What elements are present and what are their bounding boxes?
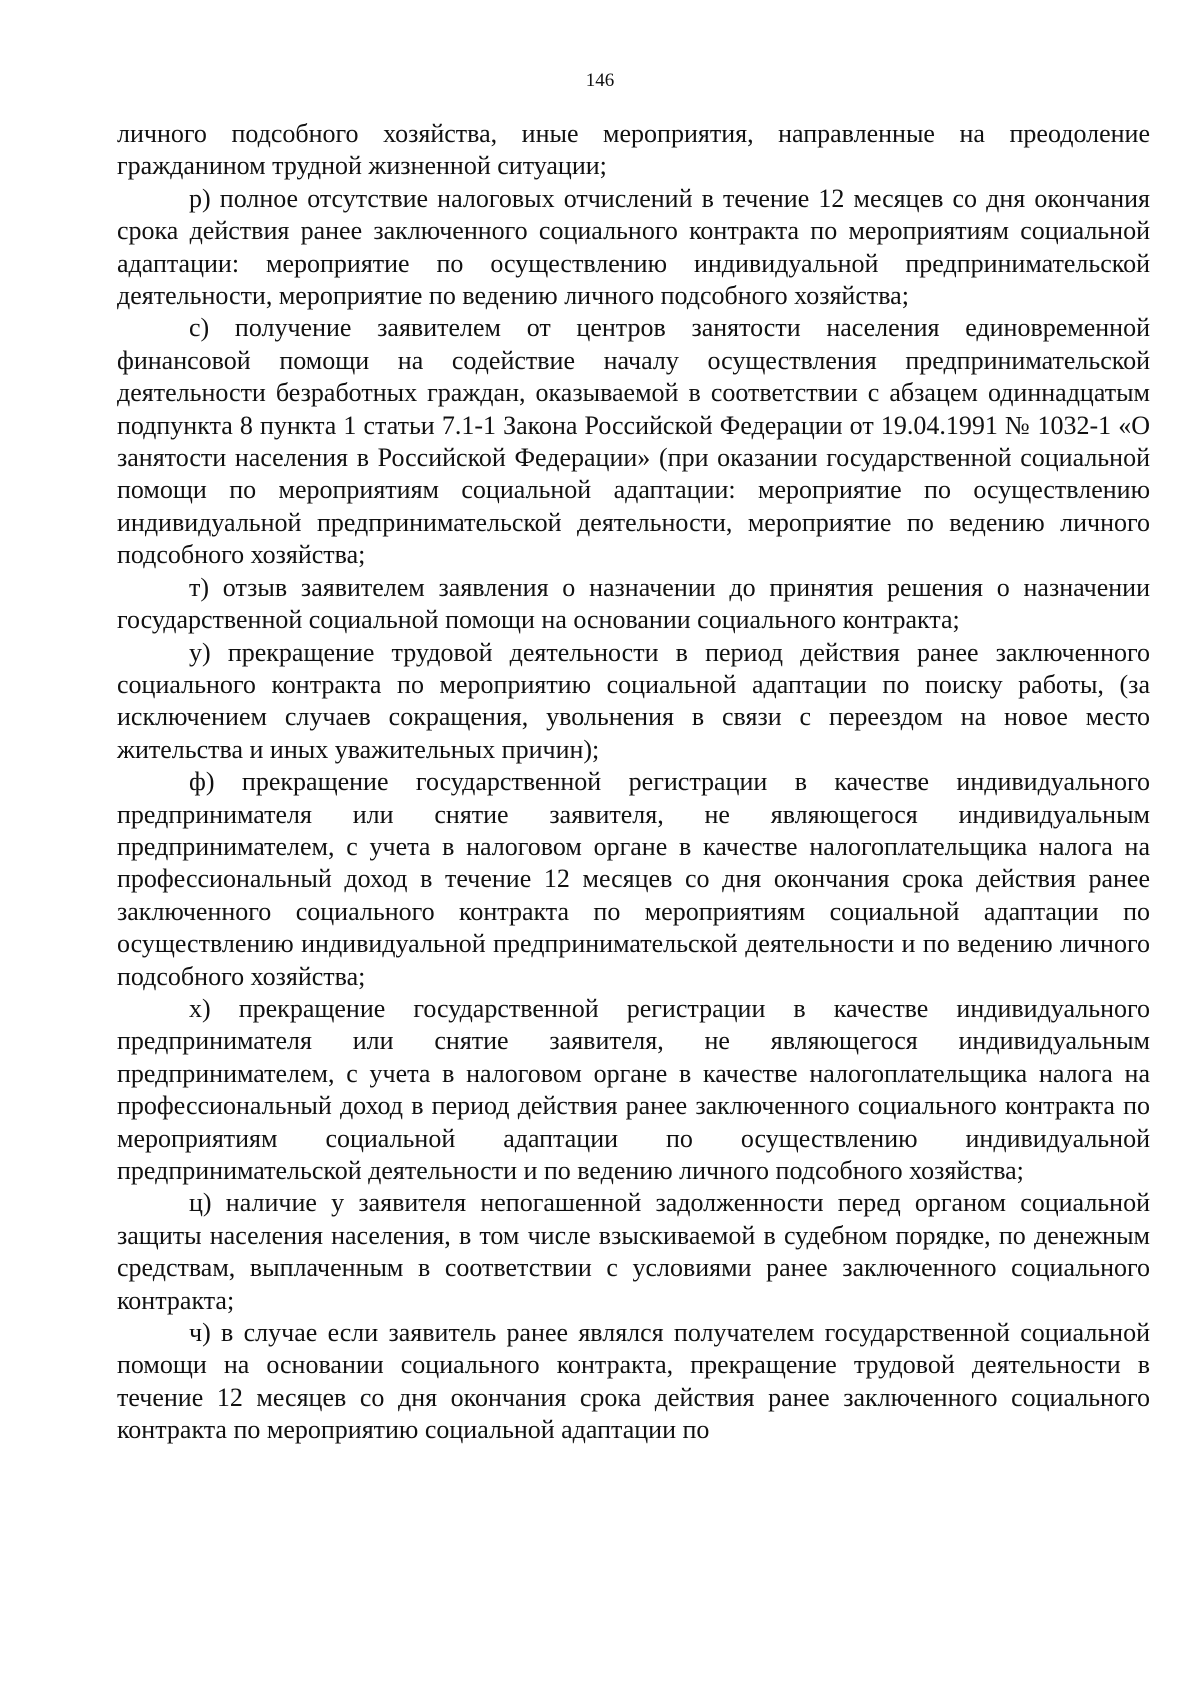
paragraph-item-u: у) прекращение трудовой деятельности в период действия ранее заключенного социального контракта по мероприятию социальной адаптации по поиску работы, (за исключением случаев сокращения, увольнения в связи с переездом на новое место жительства и иных уважительных причин);: [117, 637, 1150, 764]
paragraph-item-ch: ч) в случае если заявитель ранее являлся получателем государственной социальной помощи на основании социального контракта, прекращение трудовой деятельности в течение 12 месяцев со дня окончания срока действия ранее заключенного социального контракта по мероприятию социальной адаптации по: [117, 1318, 1150, 1445]
paragraph-continuation: личного подсобного хозяйства, иные мероприятия, направленные на преодоление гражданином трудной жизненной ситуации;: [117, 119, 1150, 181]
paragraph-item-ts: ц) наличие у заявителя непогашенной задолженности перед органом социальной защиты населения населения, в том числе взыскиваемой в судебном порядке, по денежным средствам, выплаченным в соответствии с условиями ранее заключенного социального контракта;: [117, 1188, 1150, 1315]
page-number: 146: [585, 70, 615, 91]
paragraph-item-f: ф) прекращение государственной регистрации в качестве индивидуального предпринимателя или снятие заявителя, не являющегося индивидуальным предпринимателем, с учета в налоговом органе в качестве налогоплательщика налога на профессиональный доход в течение 12 месяцев со дня окончания срока действия ранее заключенного социального контракта по мероприятиям социальной адаптации по осуществлению индивидуальной предпринимательской деятельности и по ведению личного подсобного хозяйства;: [117, 767, 1150, 991]
paragraph-item-kh: х) прекращение государственной регистрации в качестве индивидуального предпринимателя или снятие заявителя, не являющегося индивидуальным предпринимателем, с учета в налоговом органе в качестве налогоплательщика налога на профессиональный доход в период действия ранее заключенного социального контракта по мероприятиям социальной адаптации по осуществлению индивидуальной предпринимательской деятельности и по ведению личного подсобного хозяйства;: [117, 993, 1150, 1185]
paragraph-item-r: р) полное отсутствие налоговых отчислений в течение 12 месяцев со дня окончания срока действия ранее заключенного социального контракта по мероприятиям социальной адаптации: мероприятие по осуществлению индивидуальной предпринимательской деятельности, мероприятие по ведению личного подсобного хозяйства;: [117, 183, 1150, 311]
paragraph-item-t: т) отзыв заявителем заявления о назначении до принятия решения о назначении государственной социальной помощи на основании социального контракта;: [117, 572, 1150, 635]
paragraph-item-s: с) получение заявителем от центров занятости населения единовременной финансовой помощи на содействие началу осуществления предпринимательской деятельности безработных граждан, оказываемой в соответствии с абзацем одиннадцатым подпункта 8 пункта 1 статьи 7.1-1 Закона Российской Федерации от 19.04.1991 № 1032-1 «О занятости населения в Российской Федерации» (при оказании государственной социальной помощи по мероприятиям социальной адаптации: мероприятие по осуществлению индивидуальной предпринимательской деятельности, мероприятие по ведению личного подсобного хозяйства;: [117, 313, 1150, 570]
document-body: [117, 118, 1150, 1447]
